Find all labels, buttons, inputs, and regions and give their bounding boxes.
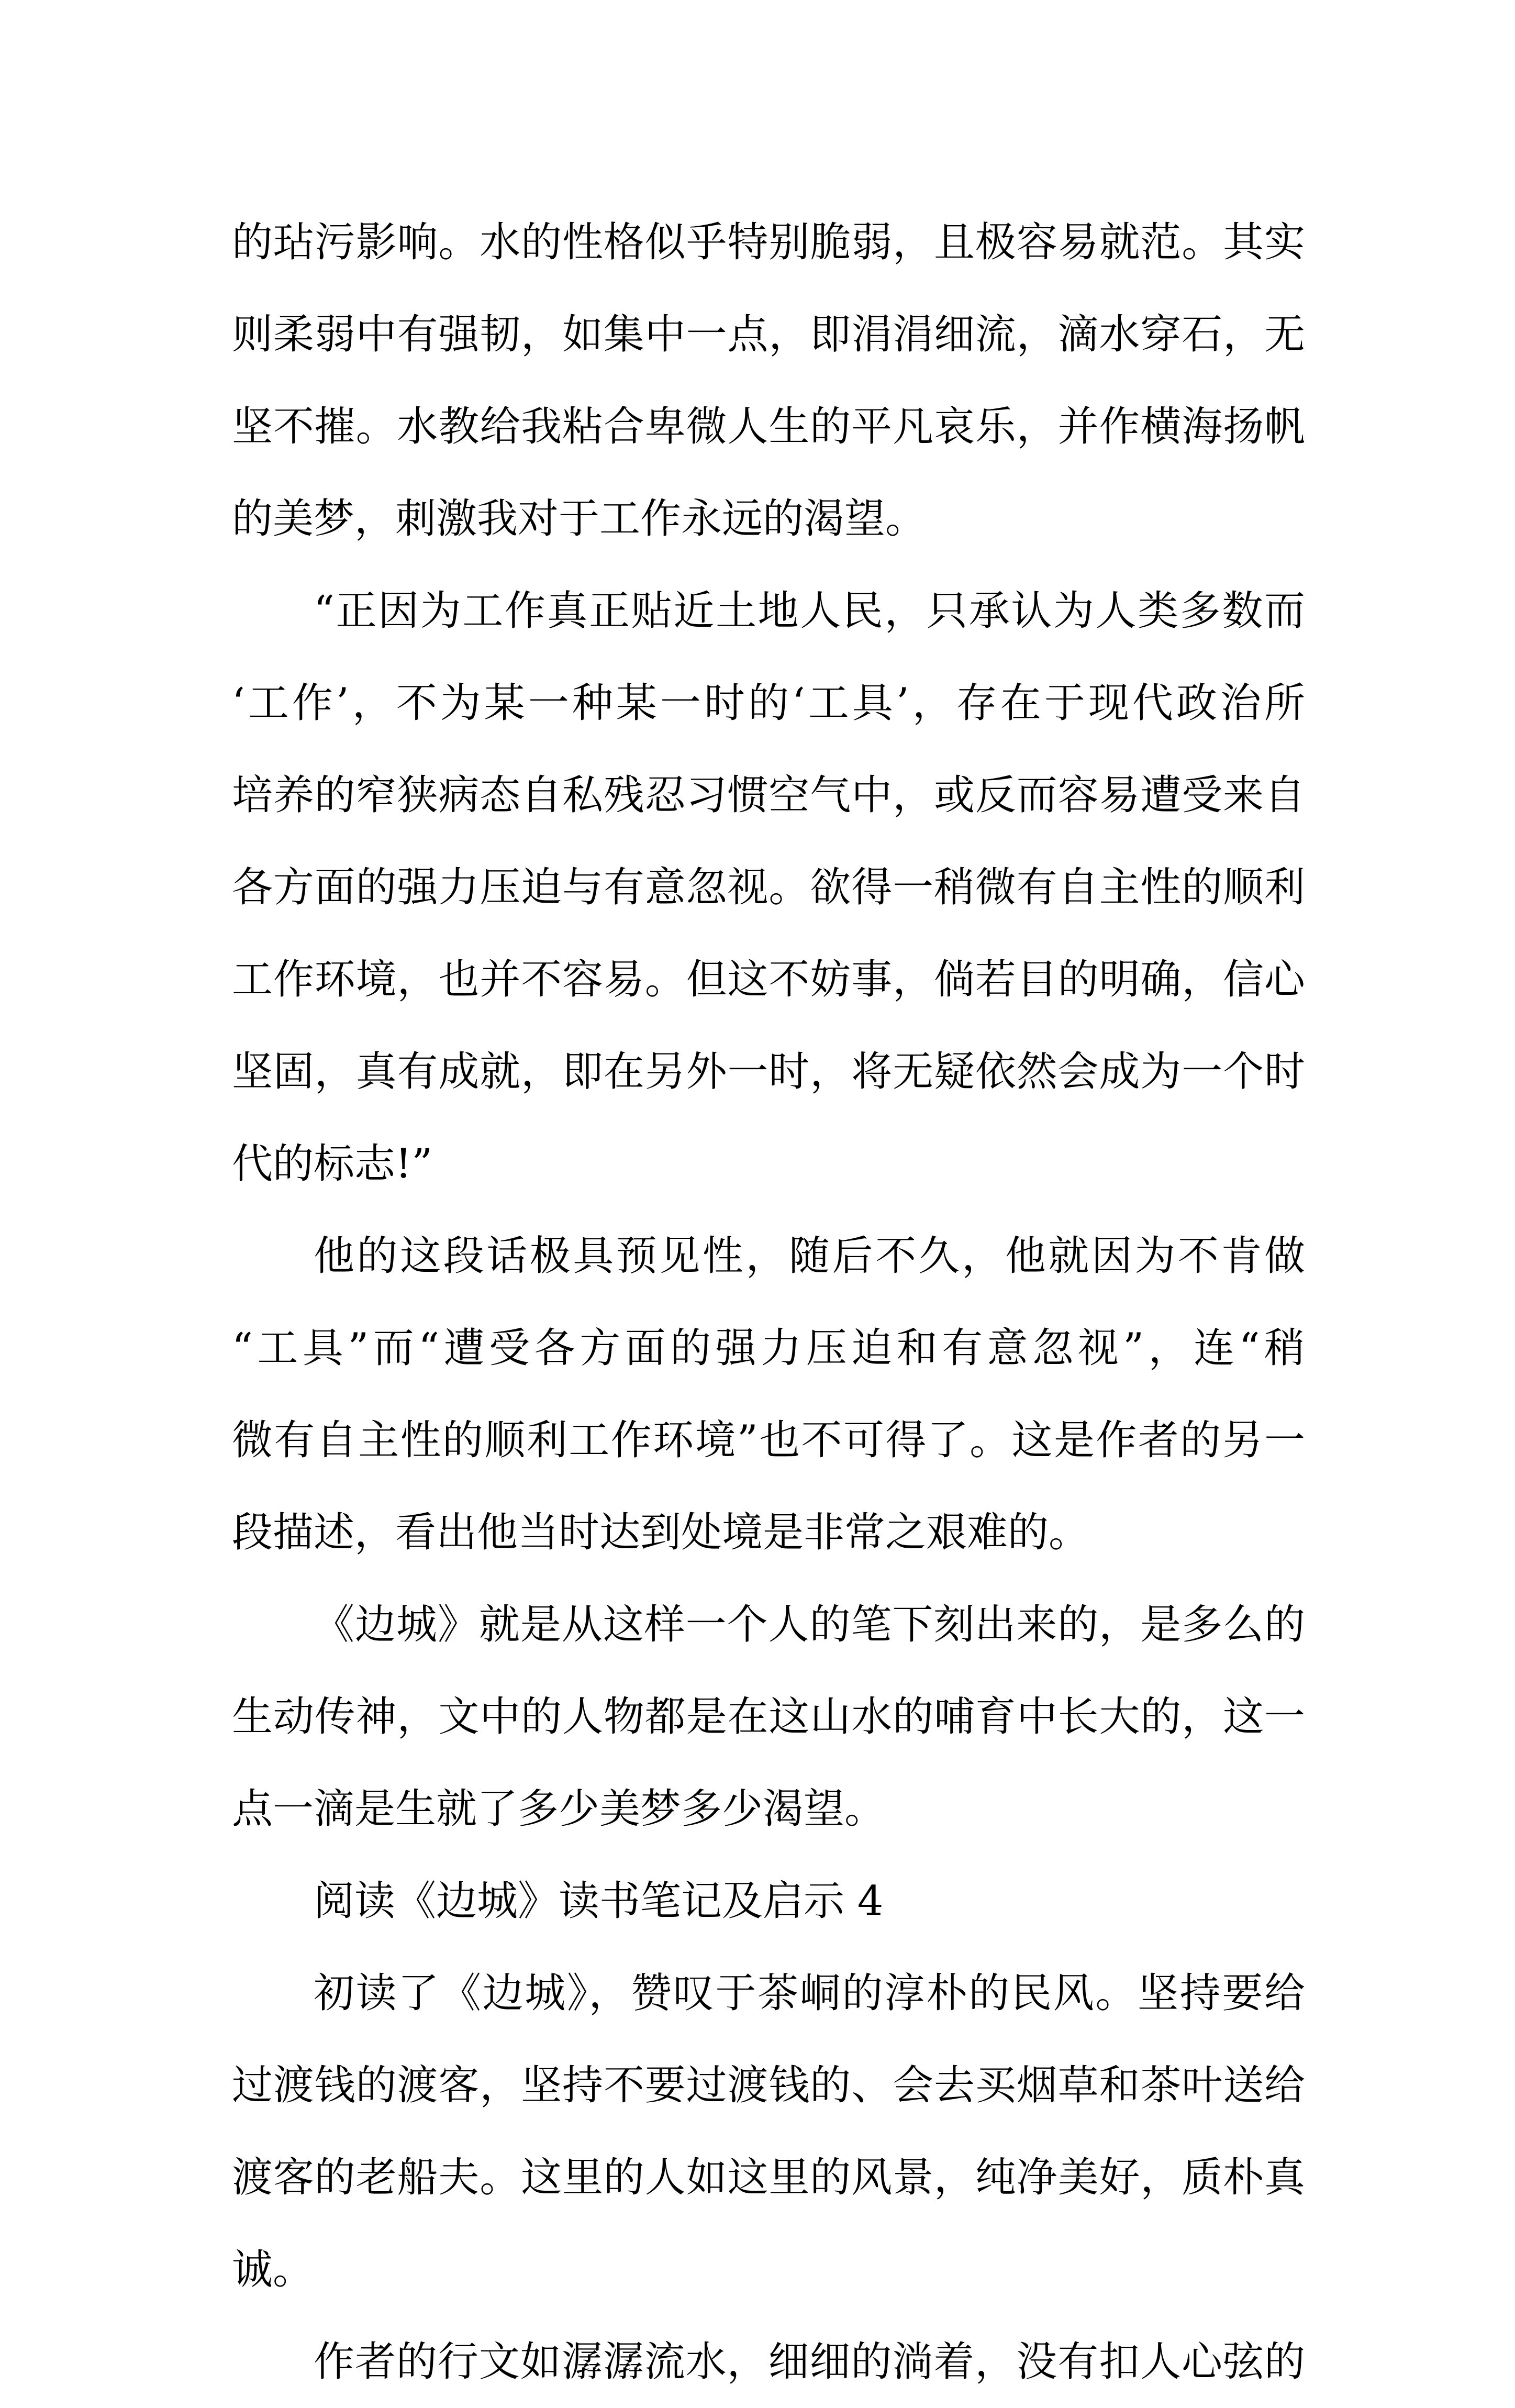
- text-line: 培养的窄狭病态自私残忍习惯空气中，或反而容易遭受来自: [232, 772, 1305, 819]
- text-line: 坚固，真有成就，即在另外一时，将无疑依然会成为一个时: [232, 1048, 1305, 1095]
- text-line: 渡客的老船夫。这里的人如这里的风景，纯净美好，质朴真: [232, 2154, 1305, 2201]
- text-line: 工作环境，也并不容易。但这不妨事，倘若目的明确，信心: [232, 956, 1305, 1003]
- text-line: ‘工作’，不为某一种某一时的‘工具’，存在于现代政治所: [232, 680, 1305, 727]
- text-line: 代的标志!”: [232, 1140, 433, 1188]
- section-heading: 阅读《边城》读书笔记及启示 4: [314, 1878, 884, 1925]
- text-line: 则柔弱中有强韧，如集中一点，即涓涓细流，滴水穿石，无: [232, 311, 1305, 358]
- text-line: 诚。: [232, 2246, 314, 2293]
- text-line: 的玷污影响。水的性格似乎特别脆弱，且极容易就范。其实: [232, 219, 1305, 266]
- text-line: 坚不摧。水教给我粘合卑微人生的平凡哀乐，并作横海扬帆: [232, 403, 1305, 450]
- text-line: 点一滴是生就了多少美梦多少渴望。: [232, 1785, 886, 1833]
- text-line: 初读了《边城》，赞叹于茶峒的淳朴的民风。坚持要给: [314, 1970, 1305, 2017]
- text-line: 过渡钱的渡客，坚持不要过渡钱的、会去买烟草和茶叶送给: [232, 2062, 1305, 2109]
- text-line: 生动传神，文中的人物都是在这山水的哺育中长大的，这一: [232, 1693, 1305, 1740]
- text-line: 《边城》就是从这样一个人的笔下刻出来的，是多么的: [314, 1601, 1305, 1648]
- text-line: “正因为工作真正贴近土地人民，只承认为人类多数而: [314, 587, 1305, 635]
- text-line: “工具”而“遭受各方面的强力压迫和有意忽视”，连“稍: [232, 1325, 1305, 1372]
- text-line: 段描述，看出他当时达到处境是非常之艰难的。: [232, 1509, 1090, 1556]
- text-line: 他的这段话极具预见性，随后不久，他就因为不肯做: [314, 1233, 1305, 1280]
- text-line: 微有自主性的顺利工作环境”也不可得了。这是作者的另一: [232, 1417, 1305, 1464]
- text-line: 的美梦，刺激我对于工作永远的渴望。: [232, 495, 927, 542]
- text-line: 各方面的强力压迫与有意忽视。欲得一稍微有自主性的顺利: [232, 864, 1305, 911]
- body-text: [232, 196, 1305, 2408]
- text-line: 作者的行文如潺潺流水，细细的淌着，没有扣人心弦的: [314, 2338, 1305, 2385]
